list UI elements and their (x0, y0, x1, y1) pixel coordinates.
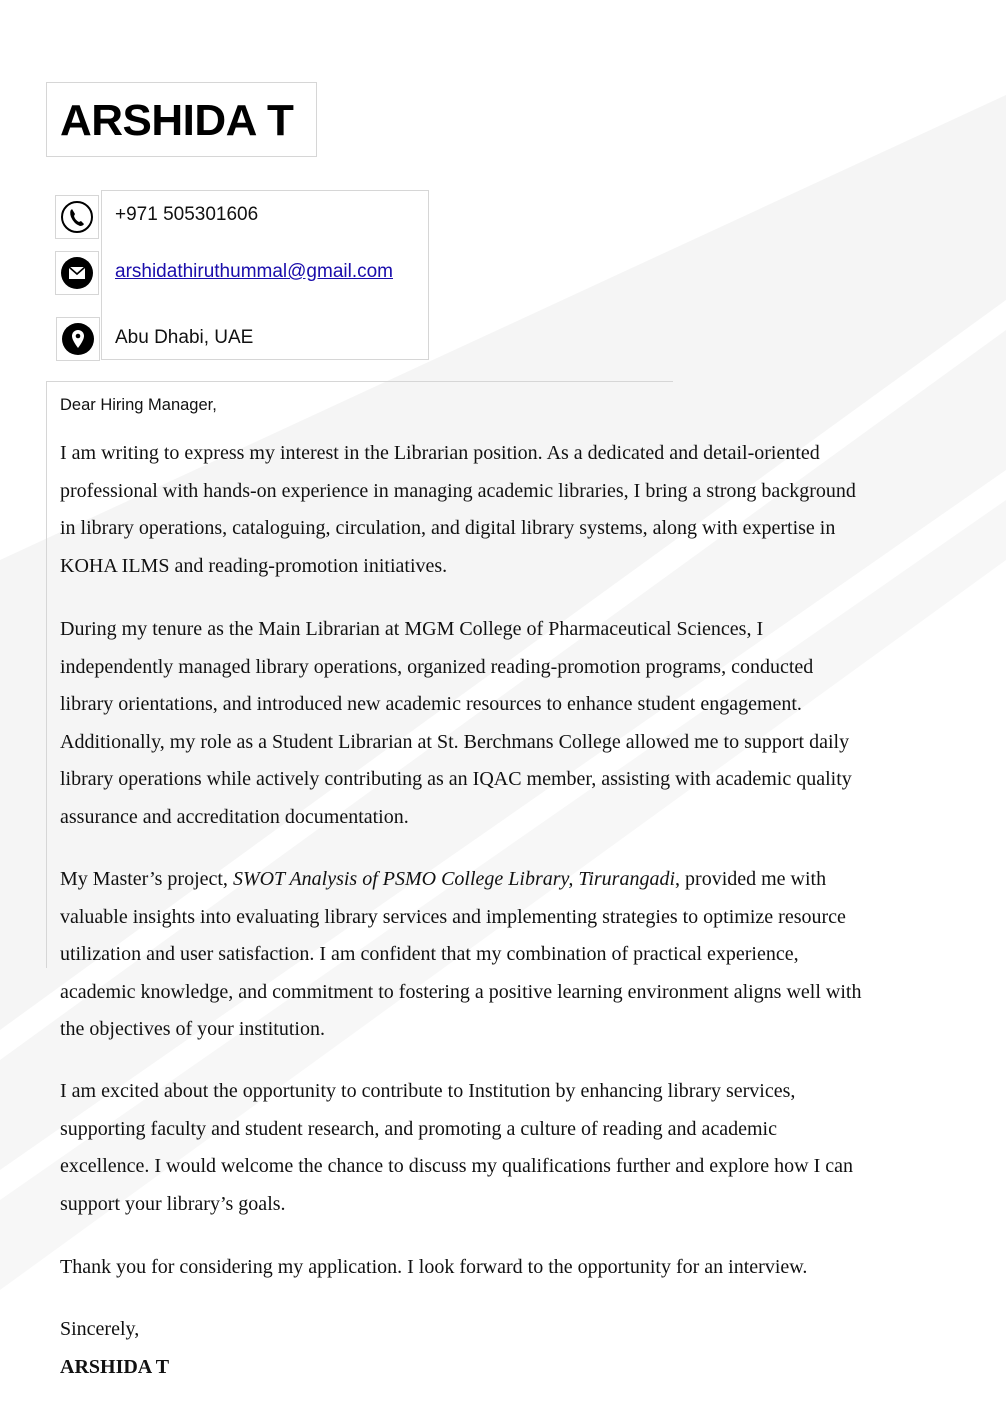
line: the objectives of your institution. (60, 1018, 325, 1041)
greeting: Dear Hiring Manager, (60, 396, 217, 414)
line: valuable insights into evaluating library services and implementing strategies to optimize resource (60, 905, 846, 928)
name-header-box (46, 82, 317, 157)
line: support your library’s goals. (60, 1192, 286, 1215)
line: supporting faculty and student research, and promoting a culture of reading and academic (60, 1117, 777, 1140)
text: , provided me with (675, 868, 827, 890)
line: During my tenure as the Main Librarian at MGM College of Pharmaceutical Sciences, I (60, 618, 764, 640)
location-pin-icon (56, 317, 100, 361)
paragraph-5 (60, 1249, 807, 1287)
line: I am excited about the opportunity to contribute to Institution by enhancing library services, (60, 1080, 796, 1102)
phone-icon (55, 195, 99, 239)
paragraph-1 (60, 435, 856, 585)
email-icon (55, 251, 99, 295)
line: I am writing to express my interest in the Librarian position. As a dedicated and detail-oriented (60, 442, 820, 464)
location-text: Abu Dhabi, UAE (115, 327, 254, 348)
line: assurance and accreditation documentation. (60, 805, 409, 828)
project-title: SWOT Analysis of PSMO College Library, Tirurangadi (232, 868, 676, 890)
line: KOHA ILMS and reading-promotion initiatives. (60, 554, 448, 577)
line: in library operations, cataloguing, circulation, and digital library systems, along with expertise in (60, 517, 836, 540)
line: professional with hands-on experience in managing academic libraries, I bring a strong background (60, 479, 856, 502)
phone-number: +971 505301606 (115, 204, 259, 225)
line: independently managed library operations, organized reading-promotion programs, conducted (60, 655, 814, 678)
line: Thank you for considering my application. I look forward to the opportunity for an interview. (60, 1256, 808, 1278)
paragraph-3 (60, 861, 861, 1049)
line: library operations while actively contributing as an IQAC member, assisting with academic quality (60, 768, 852, 791)
email-link[interactable]: arshidathiruthummal@gmail.com (115, 261, 393, 282)
text: My Master’s project, (60, 868, 233, 890)
line: utilization and user satisfaction. I am confident that my combination of practical experience, (60, 943, 799, 966)
line: excellence. I would welcome the chance to discuss my qualifications further and explore how I can (60, 1155, 854, 1178)
paragraph-2 (60, 611, 852, 837)
line: Additionally, my role as a Student Librarian at St. Berchmans College allowed me to support daily (60, 730, 850, 753)
contact-box (101, 190, 429, 360)
line: academic knowledge, and commitment to fostering a positive learning environment aligns well with (60, 980, 862, 1003)
applicant-name: ARSHIDA T (60, 96, 294, 145)
line: library orientations, and introduced new academic resources to enhance student engagement. (60, 693, 802, 716)
line (60, 861, 861, 899)
closing: Sincerely, (60, 1318, 140, 1340)
paragraph-4 (60, 1073, 853, 1223)
signature: ARSHIDA T (60, 1356, 170, 1378)
